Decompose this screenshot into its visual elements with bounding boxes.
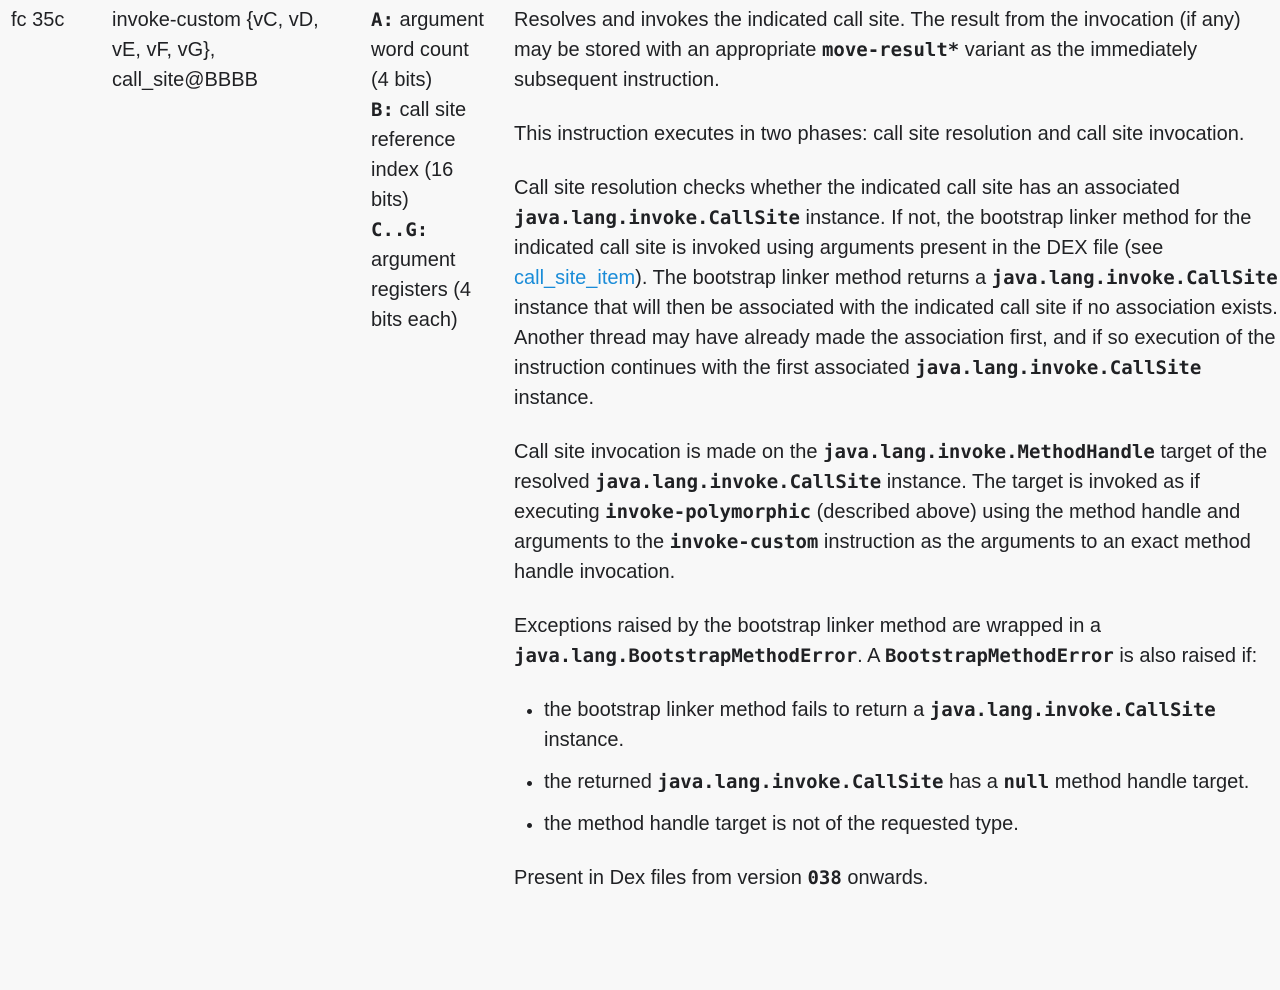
text-span: target of the resolved: [514, 441, 1268, 493]
code-span: java.lang.invoke.CallSite: [915, 357, 1202, 379]
text-span: instance.: [514, 387, 595, 409]
call-site-item-link[interactable]: call_site_item: [514, 267, 636, 289]
description-paragraph-5: [514, 611, 1280, 671]
syntax-cell: [112, 5, 342, 95]
text-span: the bootstrap linker method fails to return a: [544, 699, 930, 721]
syntax-text: invoke-custom {vC, vD, vE, vF, vG}, call_site@BBBB: [112, 9, 319, 91]
opcode-cell: [11, 5, 101, 35]
text-span: . A: [857, 645, 885, 667]
description-paragraph-1: [514, 5, 1280, 95]
error-conditions-list: [514, 695, 1280, 839]
text-span: is also raised if:: [1113, 645, 1258, 667]
text-span: Call site invocation is made on the: [514, 441, 824, 463]
code-span: invoke-custom: [669, 531, 819, 553]
code-span: java.lang.BootstrapMethodError: [514, 645, 858, 667]
text-span: instance.: [544, 729, 625, 751]
text-span: Present in Dex files from version: [514, 867, 808, 889]
description-paragraph-3: [514, 173, 1280, 413]
code-span: java.lang.invoke.CallSite: [657, 771, 944, 793]
code-span: java.lang.invoke.MethodHandle: [823, 441, 1155, 463]
text-span: Call site resolution checks whether the indicated call site has an associated: [514, 177, 1180, 199]
text-span: variant as the immediately subsequent instruction.: [514, 39, 1198, 91]
code-span: java.lang.invoke.CallSite: [595, 471, 882, 493]
text-span: (described above) using the method handle and arguments to the: [514, 501, 1241, 553]
code-span: BootstrapMethodError: [884, 645, 1114, 667]
code-span: invoke-polymorphic: [605, 501, 812, 523]
text-span: onwards.: [841, 867, 929, 889]
list-item: [544, 767, 1280, 797]
code-span: null: [1003, 771, 1050, 793]
code-span: move-result*: [821, 39, 960, 61]
argument-a-text: argument word count (4 bits): [371, 9, 484, 91]
text-span: This instruction executes in two phases: call site resolution and call site invocation.: [514, 123, 1245, 145]
description-cell: [514, 5, 1280, 917]
text-span: method handle target.: [1049, 771, 1250, 793]
argument-a-key: A:: [371, 9, 394, 31]
arguments-cell: [371, 5, 489, 335]
argument-b-key: B:: [371, 99, 394, 121]
code-span: java.lang.invoke.CallSite: [514, 207, 800, 229]
text-span: instance. If not, the bootstrap linker method for the indicated call site is invoked using arguments present in the DEX file (see: [514, 207, 1252, 259]
description-paragraph-4: [514, 437, 1280, 587]
text-span: the returned: [544, 771, 658, 793]
text-span: has a: [943, 771, 1004, 793]
list-item: [544, 809, 1280, 839]
description-paragraph-6: [514, 863, 1280, 893]
text-span: instance that will then be associated with the indicated call site if no association exists. Another thread may have already made the association first, and if so execution of the instruction continues with the first associated: [514, 297, 1278, 379]
description-paragraph-2: [514, 119, 1280, 149]
text-span: ). The bootstrap linker method returns a: [635, 267, 992, 289]
text-span: instruction as the arguments to an exact method handle invocation.: [514, 531, 1251, 583]
opcode-text: fc 35c: [11, 9, 65, 31]
argument-cg: [371, 215, 489, 335]
argument-b: [371, 95, 489, 215]
argument-a: [371, 5, 489, 95]
text-span: Resolves and invokes the indicated call site. The result from the invocation (if any) may be stored with an appropriate: [514, 9, 1241, 61]
list-item: [544, 695, 1280, 755]
text-span: instance. The target is invoked as if executing: [514, 471, 1200, 523]
argument-b-text: call site reference index (16 bits): [371, 99, 467, 211]
code-span: 038: [807, 867, 842, 889]
text-span: Exceptions raised by the bootstrap linker method are wrapped in a: [514, 615, 1102, 637]
argument-cg-key: C..G:: [371, 219, 429, 241]
code-span: java.lang.invoke.CallSite: [929, 699, 1216, 721]
text-span: the method handle target is not of the requested type.: [544, 813, 1019, 835]
argument-cg-text: argument registers (4 bits each): [371, 249, 472, 331]
code-span: java.lang.invoke.CallSite: [991, 267, 1278, 289]
